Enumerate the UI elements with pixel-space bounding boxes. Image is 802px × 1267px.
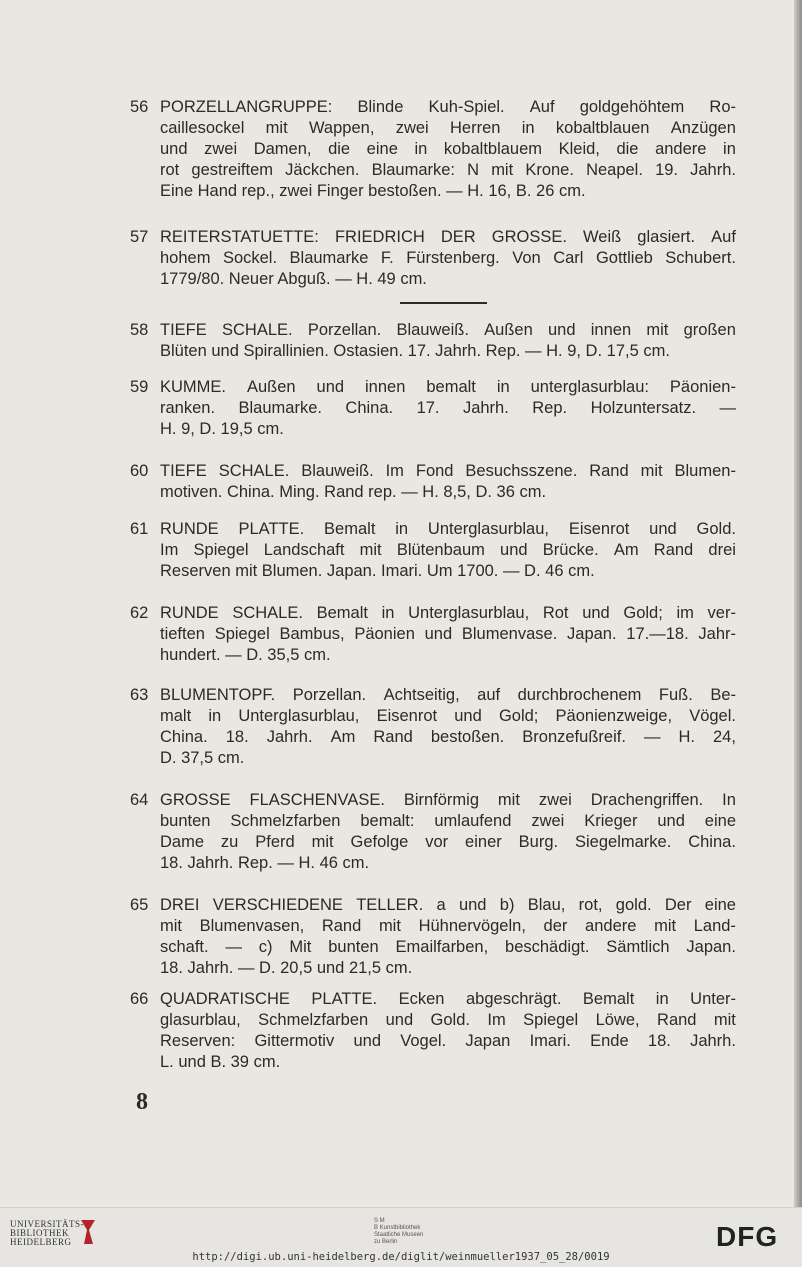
catalog-entry-57 [130, 227, 736, 290]
entry-line: hohem Sockel. Blaumarke F. Fürstenberg. Von Carl Gottlieb Schubert. [160, 249, 736, 267]
section-divider [400, 302, 487, 304]
entry-line: Reserven: Gittermotiv und Vogel. Japan Imari. Ende 18. Jahrh. [160, 1032, 736, 1050]
entry-line: caillesockel mit Wappen, zwei Herren in kobaltblauen Anzügen [160, 119, 736, 137]
entry-line: Eine Hand rep., zwei Finger bestoßen. — H. 16, B. 26 cm. [160, 182, 586, 200]
lot-number: 61 [130, 520, 149, 538]
lot-description: PORZELLANGRUPPE: Blinde Kuh-Spiel. Auf goldgehöhtem Ro- [160, 98, 736, 116]
entry-line: rot gestreiftem Jäckchen. Blaumarke: N mit Krone. Neapel. 19. Jahrh. [160, 161, 736, 179]
kunstbibliothek-logo [374, 1218, 423, 1246]
lot-description: GROSSE FLASCHENVASE. Birnförmig mit zwei Drachengriffen. In [160, 791, 736, 809]
entry-line: Im Spiegel Landschaft mit Blütenbaum und Brücke. Am Rand drei [160, 541, 736, 559]
entry-line: motiven. China. Ming. Rand rep. — H. 8,5, D. 36 cm. [160, 483, 547, 501]
catalog-entry-62 [130, 603, 736, 666]
lot-number: 60 [130, 462, 149, 480]
entry-line: glasurblau, Schmelzfarben und Gold. Im Spiegel Löwe, Rand mit [160, 1011, 736, 1029]
center-line: zu Berlin [374, 1239, 398, 1245]
entry-line [130, 320, 736, 341]
entry-line: ranken. Blaumarke. China. 17. Jahrh. Rep. Holzuntersatz. — [160, 399, 736, 417]
entry-line: mit Blumenvasen, Rand mit Hühnervögeln, der andere mit Land- [160, 917, 736, 935]
entry-line [130, 989, 736, 1010]
center-line: B Kunstbibliothek [374, 1225, 421, 1231]
entry-line [130, 97, 736, 118]
university-seal-icon [78, 1218, 98, 1246]
lot-description: TIEFE SCHALE. Porzellan. Blauweiß. Außen und innen mit großen [160, 321, 736, 339]
lot-number: 64 [130, 791, 149, 809]
lot-description: RUNDE PLATTE. Bemalt in Unterglasurblau, Eisenrot und Gold. [160, 520, 736, 538]
lot-description: REITERSTATUETTE: FRIEDRICH DER GROSSE. Weiß glasiert. Auf [160, 228, 736, 246]
entry-line: D. 37,5 cm. [160, 749, 245, 767]
page-number: 8 [136, 1089, 148, 1115]
lot-description: KUMME. Außen und innen bemalt in unterglasurblau: Päonien- [160, 378, 736, 396]
lot-description: BLUMENTOPF. Porzellan. Achtseitig, auf durchbrochenem Fuß. Be- [160, 686, 736, 704]
entry-line: bunten Schmelzfarben bemalt: umlaufend zwei Krieger und eine [160, 812, 736, 830]
entry-line: 1779/80. Neuer Abguß. — H. 49 cm. [160, 270, 427, 288]
entry-line: 18. Jahrh. — D. 20,5 und 21,5 cm. [160, 959, 413, 977]
university-line: UNIVERSITÄTS- [10, 1219, 84, 1229]
dfg-logo: DFG [716, 1221, 779, 1252]
university-library-logo [10, 1220, 84, 1247]
catalog-entry-60 [130, 461, 736, 503]
entry-line [130, 377, 736, 398]
catalog-entry-63 [130, 685, 736, 769]
lot-number: 56 [130, 98, 149, 116]
catalog-entry-64 [130, 790, 736, 874]
entry-line: H. 9, D. 19,5 cm. [160, 420, 284, 438]
university-line: BIBLIOTHEK [10, 1228, 69, 1238]
entry-line [130, 895, 736, 916]
lot-number: 63 [130, 686, 149, 704]
catalog-entry-65 [130, 895, 736, 979]
entry-line: Blüten und Spirallinien. Ostasien. 17. Jahrh. Rep. — H. 9, D. 17,5 cm. [160, 342, 670, 360]
lot-description: TIEFE SCHALE. Blauweiß. Im Fond Besuchsszene. Rand mit Blumen- [160, 462, 736, 480]
entry-line: malt in Unterglasurblau, Eisenrot und Gold; Päonienzweige, Vögel. [160, 707, 736, 725]
lot-description: RUNDE SCHALE. Bemalt in Unterglasurblau, Rot und Gold; im ver- [160, 604, 736, 622]
entry-line [130, 461, 736, 482]
entry-line: Reserven mit Blumen. Japan. Imari. Um 1700. — D. 46 cm. [160, 562, 595, 580]
catalog-entry-59 [130, 377, 736, 440]
lot-number: 59 [130, 378, 149, 396]
lot-number: 62 [130, 604, 149, 622]
entry-line [130, 685, 736, 706]
entry-line: hundert. — D. 35,5 cm. [160, 646, 331, 664]
catalog-entry-66 [130, 989, 736, 1073]
entry-line: 18. Jahrh. Rep. — H. 46 cm. [160, 854, 370, 872]
catalog-entry-56 [130, 97, 736, 202]
entry-line: L. und B. 39 cm. [160, 1053, 281, 1071]
lot-number: 58 [130, 321, 149, 339]
entry-line [130, 790, 736, 811]
page-edge [794, 0, 802, 1207]
entry-line: und zwei Damen, die eine in kobaltblauem Kleid, die andere in [160, 140, 736, 158]
lot-number: 66 [130, 990, 149, 1008]
lot-number: 65 [130, 896, 149, 914]
entry-line [130, 227, 736, 248]
university-line: HEIDELBERG [10, 1237, 72, 1247]
lot-description: DREI VERSCHIEDENE TELLER. a und b) Blau, rot, gold. Der eine [160, 896, 736, 914]
center-line: S M [374, 1218, 385, 1224]
entry-line: schaft. — c) Mit bunten Emailfarben, beschädigt. Sämtlich Japan. [160, 938, 736, 956]
entry-line: tieften Spiegel Bambus, Päonien und Blumenvase. Japan. 17.—18. Jahr- [160, 625, 736, 643]
entry-line: China. 18. Jahrh. Am Rand bestoßen. Bronzefußreif. — H. 24, [160, 728, 736, 746]
entry-line [130, 603, 736, 624]
entry-line [130, 519, 736, 540]
entry-line: Dame zu Pferd mit Gefolge vor einer Burg. Siegelmarke. China. [160, 833, 736, 851]
lot-description: QUADRATISCHE PLATTE. Ecken abgeschrägt. Bemalt in Unter- [160, 990, 736, 1008]
center-line: Staatliche Museen [374, 1232, 424, 1238]
catalog-entry-61 [130, 519, 736, 582]
source-url-link[interactable]: http://digi.ub.uni-heidelberg.de/diglit/weinmueller1937_05_28/0019 [192, 1251, 610, 1263]
catalog-entry-58 [130, 320, 736, 362]
lot-number: 57 [130, 228, 149, 246]
